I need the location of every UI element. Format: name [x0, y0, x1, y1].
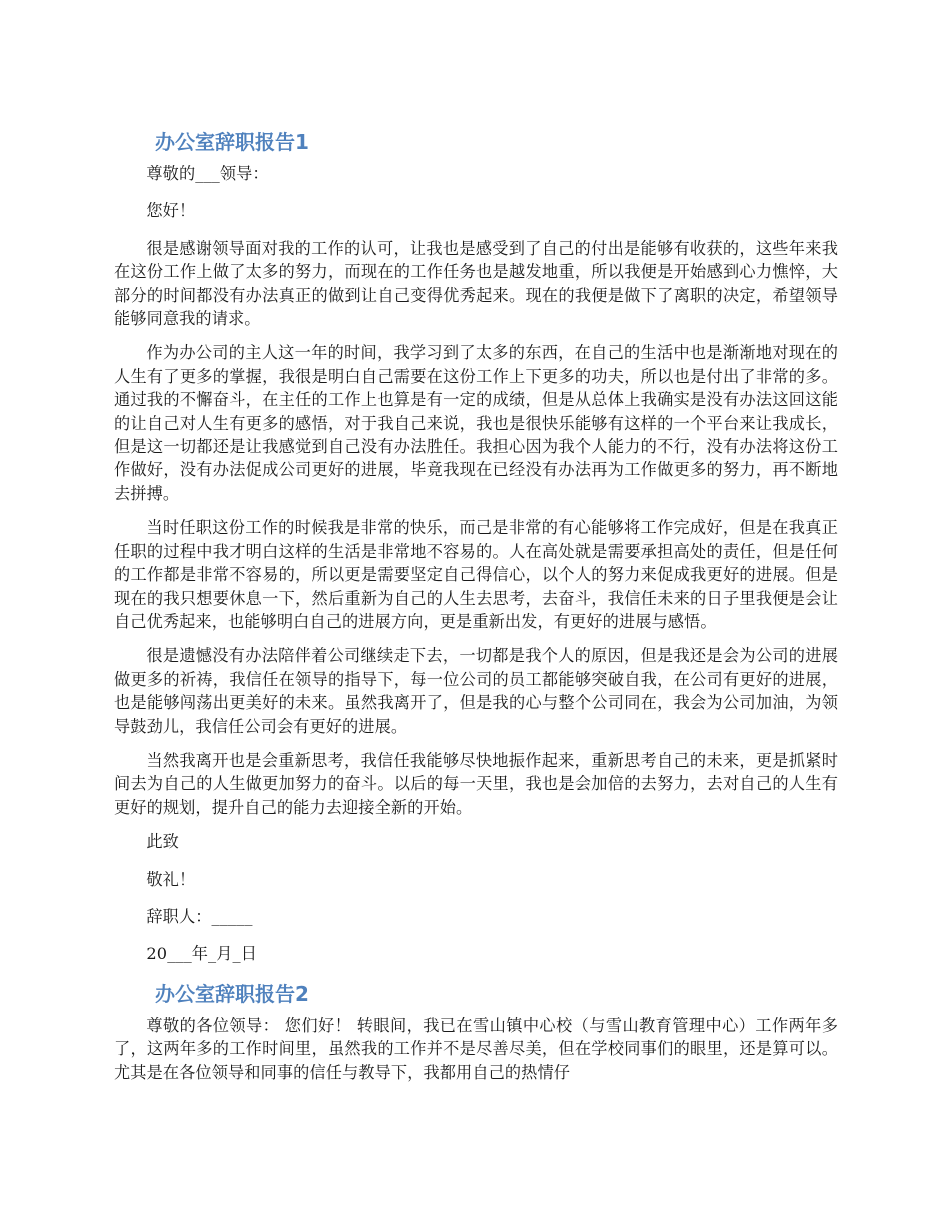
closing-line-1: 此致	[146, 832, 179, 852]
body-paragraph-5: 当然我离开也是会重新思考，我信任我能够尽快地振作起来，重新思考自己的未来，更是抓紧时间去为自己的人生做更加努力的奋斗。以后的每一天里，我也是会加倍的去努力，去对自己的人生有更好的规划，提升自己的能力去迎接全新的开始。	[114, 750, 838, 817]
body-paragraph-6: 尊敬的各位领导： 您们好！ 转眼间，我已在雪山镇中心校（与雪山教育管理中心）工作两年多了，这两年多的工作时间里，虽然我的工作并不是尽善尽美，但在学校同事们的眼里，还是算可以。尤其是在各位领导和同事的信任与教导下，我都用自己的热情仔	[114, 1015, 838, 1082]
greeting: 您好！	[146, 201, 196, 221]
salutation: 尊敬的___领导：	[146, 164, 269, 183]
section-heading-1: 办公室辞职报告1	[155, 130, 309, 154]
document-page	[114, 120, 838, 1095]
closing-line-2: 敬礼！	[146, 869, 196, 889]
date-line: 20___年_月_日	[146, 944, 258, 964]
body-paragraph-4: 很是遗憾没有办法陪伴着公司继续走下去，一切都是我个人的原因，但是我还是会为公司的进展做更多的祈祷，我信任在领导的指导下，每一位公司的员工都能够突破自我，在公司有更好的进展，也是能够闯荡出更美好的未来。虽然我离开了，但是我的心与整个公司同在，我会为公司加油，为领导鼓劲儿，我信任公司会有更好的进展。	[114, 646, 838, 736]
body-paragraph-3: 当时任职这份工作的时候我是非常的快乐，而己是非常的有心能够将工作完成好，但是在我真正任职的过程中我才明白这样的生活是非常地不容易的。人在高处就是需要承担高处的责任，但是任何的工作都是非常不容易的，所以更是需要坚定自己得信心，以个人的努力来促成我更好的进展。但是现在的我只想要休息一下，然后重新为自己的人生去思考，去奋斗，我信任未来的日子里我便是会让自己优秀起来，也能够明白自己的进展方向，更是重新出发，有更好的进展与感悟。	[114, 518, 838, 631]
signature-line: 辞职人：_____	[146, 906, 253, 926]
body-paragraph-2: 作为办公司的主人这一年的时间，我学习到了太多的东西，在自己的生活中也是渐渐地对现在的人生有了更多的掌握，我很是明白自己需要在这份工作上下更多的功夫，所以也是付出了非常的多。通过我的不懈奋斗，在主任的工作上也算是有一定的成绩，但是从总体上我确实是没有办法这回这能的让自己对人生有更多的感悟，对于我自己来说，我也是很快乐能够有这样的一个平台来让我成长，但是这一切都还是让我感觉到自己没有办法胜任。我担心因为我个人能力的不行，没有办法将这份工作做好，没有办法促成公司更好的进展，毕竟我现在已经没有办法再为工作做更多的努力，再不断地去拼搏。	[114, 343, 838, 503]
body-paragraph-1: 很是感谢领导面对我的工作的认可，让我也是感受到了自己的付出是能够有收获的，这些年来我在这份工作上做了太多的努力，而现在的工作任务也是越发地重，所以我便是开始感到心力憔悴，大部分的时间都没有办法真正的做到让自己变得优秀起来。现在的我便是做下了离职的决定，希望领导能够同意我的请求。	[114, 238, 838, 329]
section-heading-2: 办公室辞职报告2	[155, 981, 309, 1006]
